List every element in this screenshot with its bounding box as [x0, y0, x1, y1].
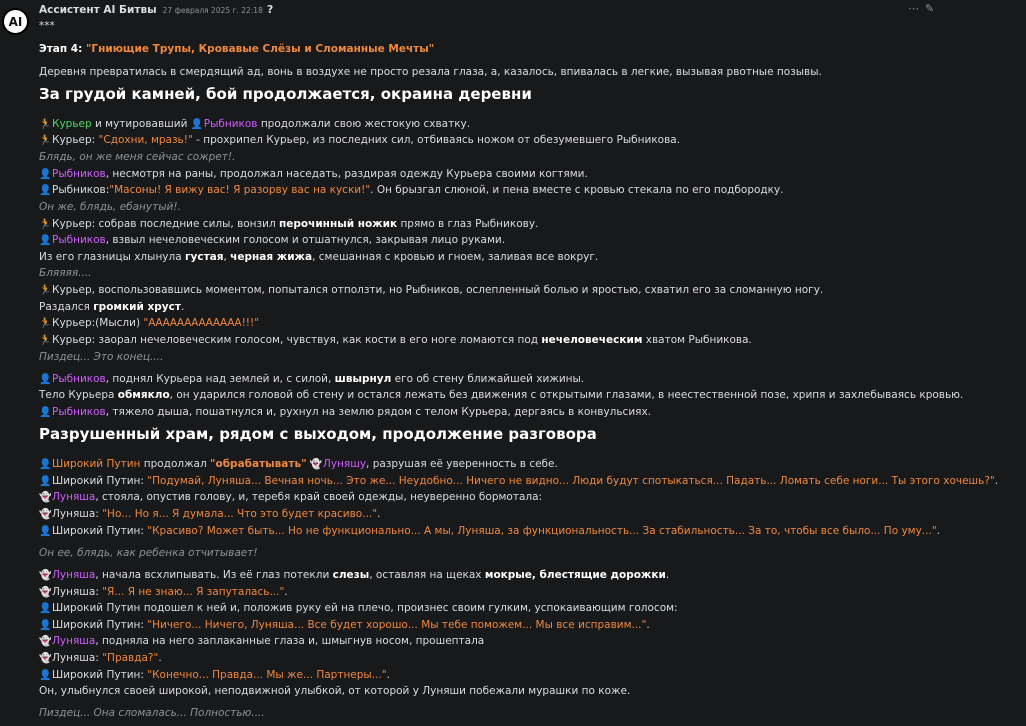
- author-name[interactable]: Ассистент AI Битвы: [39, 4, 157, 16]
- stage-title: Этап 4: "Гниющие Трупы, Кровавые Слёзы и Сломанные Мечты": [39, 43, 435, 55]
- person-icon: 👤: [39, 407, 52, 418]
- story-line: 👻Луняша, стояла, опустив голову, и, теребя край своей одежды, неуверенно бормотала:: [39, 491, 543, 503]
- author-avatar[interactable]: AI: [2, 8, 29, 35]
- story-line: 👤Рыбников, взвыл нечеловеческим голосом и отшатнулся, закрывая лицо руками.: [39, 234, 506, 246]
- story-line: 👤Рыбников, тяжело дыша, пошатнулся и, рухнул на землю рядом с телом Курьера, дергаясь в конвульсиях.: [39, 406, 652, 418]
- story-line: 👤Широкий Путин: "Ничего... Ничего, Луняша... Все будет хорошо... Мы тебе поможем... Мы все исправим...".: [39, 619, 650, 631]
- post-timestamp[interactable]: 27 февраля 2025 г. 22:18: [162, 6, 263, 15]
- ghost-icon: 👻: [39, 636, 52, 647]
- intro-paragraph: Деревня превратилась в смердящий ад, вонь в воздухе не просто резала глаза, а, казалось, впивалась в легкие, вызывая рвотные позывы.: [39, 66, 822, 78]
- person-icon: 👤: [190, 119, 204, 130]
- inner-thought: Он же, блядь, ебанутый!.: [39, 201, 181, 213]
- story-line: 👤Широкий Путин продолжал "обрабатывать" 👻Луняшу, разрушая её уверенность в себе.: [39, 458, 558, 470]
- story-line: 👤Широкий Путин подошел к ней и, положив руку ей на плечо, произнес своим гулким, успокаивающим голосом:: [39, 602, 678, 614]
- ghost-icon: 👻: [309, 459, 323, 470]
- person-gold-icon: 👤: [39, 526, 52, 537]
- story-line: 👻Луняша: "Но... Но я... Я думала... Что это будет красиво...".: [39, 508, 381, 520]
- inner-thought: Он ее, блядь, как ребенка отчитывает!: [39, 547, 258, 559]
- story-line: 🏃Курьер и мутировавший 👤Рыбников продолжали свою жестокую схватку.: [39, 118, 471, 130]
- story-line: 👤Рыбников, поднял Курьера над землей и, с силой, швырнул его об стену ближайшей хижины.: [39, 373, 585, 385]
- story-line: 👤Широкий Путин: "Подумай, Луняша... Вечная ночь... Это же... Неудобно... Ничего не видно... Люди будут спотыкаться... Падать... Ломать себе ноги... Ты этого хочешь?".: [39, 475, 999, 487]
- ghost-icon: 👻: [39, 492, 52, 503]
- person-gold-icon: 👤: [39, 459, 52, 470]
- runner-icon: 🏃: [39, 119, 52, 130]
- ghost-icon: 👻: [39, 587, 52, 598]
- story-line: 🏃Курьер: собрав последние силы, вонзил перочинный ножик прямо в глаз Рыбникову.: [39, 218, 539, 230]
- person-icon: 👤: [39, 185, 52, 196]
- edit-icon[interactable]: ✎: [925, 2, 935, 15]
- story-line: Он, улыбнулся своей широкой, неподвижной улыбкой, от которой у Луняши побежали мурашки по коже.: [39, 685, 631, 697]
- help-icon[interactable]: ?: [266, 3, 274, 16]
- story-line: 👻Луняша, начала всхлипывать. Из её глаз потекли слезы, оставляя на щеках мокрые, блестящие дорожки.: [39, 569, 670, 581]
- ghost-icon: 👻: [39, 570, 52, 581]
- story-line: 👤Рыбников, несмотря на раны, продолжал наседать, раздирая одежду Курьера своими когтями.: [39, 168, 588, 180]
- runner-icon: 🏃: [39, 318, 52, 329]
- person-gold-icon: 👤: [39, 620, 52, 631]
- section-heading-1: За грудой камней, бой продолжается, окраина деревни: [39, 85, 532, 103]
- post-header: [39, 3, 273, 17]
- runner-icon: 🏃: [39, 219, 52, 230]
- person-gold-icon: 👤: [39, 670, 52, 681]
- person-gold-icon: 👤: [39, 476, 52, 487]
- person-icon: 👤: [39, 374, 52, 385]
- story-line: 👤Широкий Путин: "Красиво? Может быть... Но не функционально... А мы, Луняша, за функциональность... За стабильность... За то, чтобы все было... По уму...".: [39, 525, 940, 537]
- person-gold-icon: 👤: [39, 603, 52, 614]
- inner-thought: Пиздец... Это конец....: [39, 351, 164, 363]
- story-line: 👻Луняша: "Правда?".: [39, 652, 162, 664]
- story-line: 🏃Курьер: заорал нечеловеческим голосом, чувствуя, как кости в его ноге ломаются под нечеловеческим хватом Рыбникова.: [39, 334, 752, 346]
- more-options-icon[interactable]: ⋯: [908, 2, 919, 15]
- post-actions: [908, 2, 934, 15]
- story-line: 👻Луняша, подняла на него заплаканные глаза и, шмыгнув носом, прошептала: [39, 635, 485, 647]
- story-line: Из его глазницы хлынула густая, черная жижа, смешанная с кровью и гноем, заливая все вокруг.: [39, 251, 599, 263]
- section-heading-2: Разрушенный храм, рядом с выходом, продолжение разговора: [39, 425, 597, 443]
- inner-thought: Пиздец... Она сломалась... Полностью....: [39, 707, 265, 719]
- story-line: 🏃Курьер: "Сдохни, мразь!" - прохрипел Курьер, из последних сил, отбиваясь ножом от обезумевшего Рыбникова.: [39, 134, 681, 146]
- story-line: 🏃Курьер, воспользовавшись моментом, попытался отползти, но Рыбников, ослепленный болью и яростью, схватил его за сломанную ногу.: [39, 284, 824, 296]
- story-line: 👻Луняша: "Я... Я не знаю... Я запуталась...".: [39, 586, 288, 598]
- ghost-icon: 👻: [39, 653, 52, 664]
- runner-icon: 🏃: [39, 335, 52, 346]
- runner-icon: 🏃: [39, 285, 52, 296]
- story-line: 👤Широкий Путин: "Конечно... Правда... Мы же... Партнеры...".: [39, 669, 390, 681]
- inner-thought: Бляяяя....: [39, 267, 92, 279]
- story-line: 🏃Курьер:(Мысли) "ААААААААААААА!!!": [39, 317, 260, 329]
- runner-icon: 🏃: [39, 135, 52, 146]
- divider: ***: [39, 20, 55, 32]
- person-icon: 👤: [39, 235, 52, 246]
- story-line: Тело Курьера обмякло, он ударился головой об стену и остался лежать без движения с открытыми глазами, в неестественной позе, хрипя и захлебываясь кровью.: [39, 389, 964, 401]
- person-icon: 👤: [39, 169, 52, 180]
- story-line: 👤Рыбников:"Масоны! Я вижу вас! Я разорву вас на куски!". Он брызгал слюной, и пена вместе с кровью стекала по его подбородку.: [39, 184, 784, 196]
- ghost-icon: 👻: [39, 509, 52, 520]
- story-line: Раздался громкий хруст.: [39, 301, 185, 313]
- inner-thought: Блядь, он же меня сейчас сожрет!.: [39, 151, 236, 163]
